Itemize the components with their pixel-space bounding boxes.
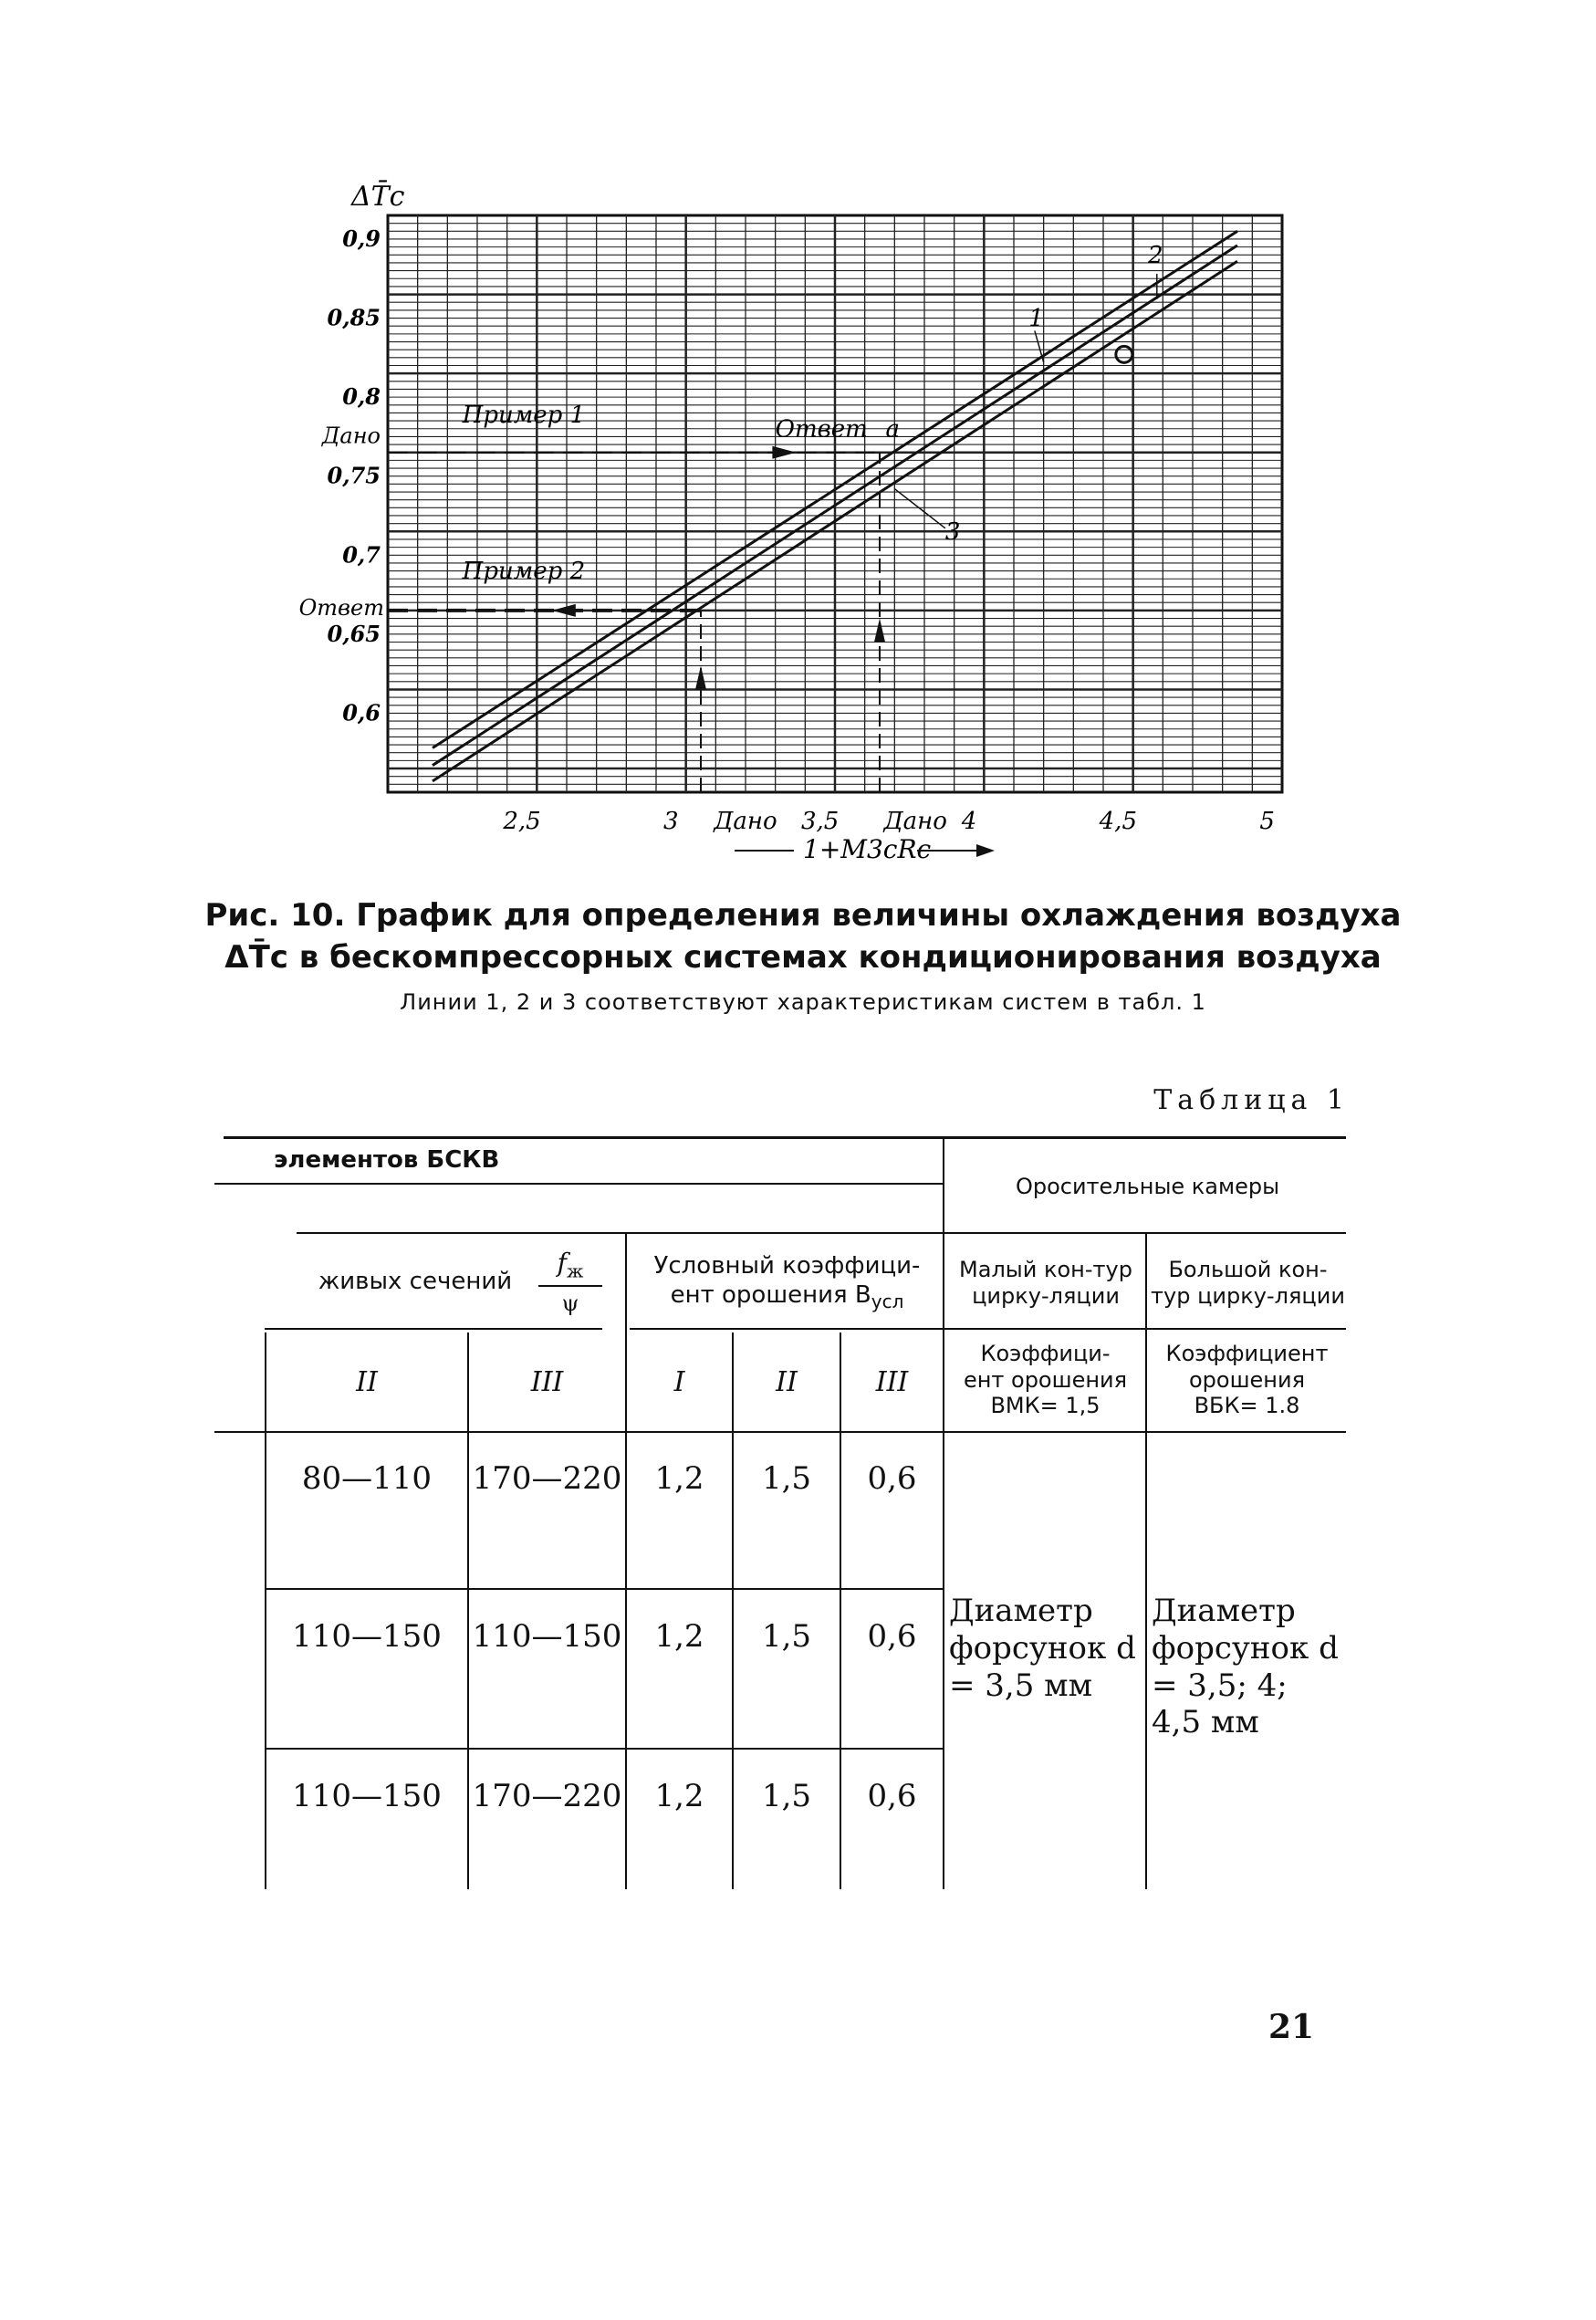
cell-r2-c4: 1,5 <box>761 1617 812 1655</box>
cell-r1-c5: 0,6 <box>867 1459 917 1497</box>
rule-under-elements <box>214 1183 944 1185</box>
rule-row-2 <box>265 1748 944 1750</box>
table-top-rule <box>224 1136 1346 1139</box>
given-x-ex2-label: Дано <box>714 808 777 835</box>
cell-r3-c1: 110—150 <box>292 1777 442 1814</box>
y-tick-label: 0,8 <box>342 383 381 411</box>
series-label-1: 1 <box>1028 305 1044 333</box>
page-number: 21 <box>1268 2008 1315 2046</box>
y-tick-label: 0,7 <box>342 541 381 569</box>
header-live-sections: живых сечений <box>318 1268 513 1296</box>
example2-label: Пример 2 <box>462 558 586 586</box>
series-label-2: 2 <box>1148 241 1163 269</box>
header-coef-big <box>1148 1334 1346 1426</box>
vline-chambers <box>943 1136 944 1889</box>
header-coef <box>630 1246 944 1319</box>
caption-line-1: Рис. 10. График для определения величины охлаждения воздуха <box>204 897 1402 934</box>
example1-right-arrow <box>772 446 796 459</box>
cell-r2-c5: 0,6 <box>867 1617 917 1655</box>
x-tick-label: 3,5 <box>800 808 840 835</box>
chart-annotations <box>299 242 1163 835</box>
x-tick-label: 5 <box>1259 808 1275 835</box>
col-header-I: I <box>673 1366 685 1398</box>
vline-left <box>265 1332 266 1889</box>
rule-under-loops <box>944 1328 1346 1330</box>
cell-r1-c1: 80—110 <box>301 1459 433 1497</box>
rule-mid-left <box>297 1232 944 1234</box>
frac-sub: ж <box>566 1259 584 1282</box>
marker-point <box>1116 346 1132 362</box>
frac-den: ψ <box>561 1291 579 1317</box>
rule-header-bottom <box>214 1431 1346 1433</box>
cell-r1-c3: 1,2 <box>654 1459 704 1497</box>
example1-label: Пример 1 <box>462 401 586 429</box>
cooling-chart <box>0 0 1596 913</box>
series-label-3: 3 <box>944 517 961 546</box>
rule-under-coef <box>630 1328 944 1330</box>
y-axis-label: ΔT̄c <box>351 181 405 213</box>
cell-nozzle-small: Диаметр форсунок d = 3,5 мм <box>949 1593 1136 1704</box>
answer-label: Ответ <box>775 415 868 444</box>
cell-r3-c4: 1,5 <box>761 1777 812 1814</box>
vline-loops <box>1145 1232 1147 1889</box>
cell-r1-c4: 1,5 <box>761 1459 812 1497</box>
vline-coef <box>625 1232 627 1889</box>
given-left-label: Дано <box>321 423 381 449</box>
frac-num: f <box>557 1247 567 1278</box>
coef-line-2: ент орошения B <box>670 1280 871 1309</box>
caption-note: Линии 1, 2 и 3 соответствуют характеристикам систем в табл. 1 <box>400 989 1206 1015</box>
header-fraction <box>529 1241 611 1323</box>
coef-small-1: Коэффици- <box>980 1340 1111 1366</box>
cell-r3-c3: 1,2 <box>654 1777 704 1814</box>
rule-under-sections <box>265 1328 602 1330</box>
x-tick-label: 2,5 <box>503 808 541 835</box>
col-header-II: II <box>356 1366 378 1398</box>
y-tick-label: 0,65 <box>327 620 381 647</box>
coef-line-1: Условный коэффици- <box>653 1252 921 1280</box>
example2-left-arrow <box>552 604 576 617</box>
header-coef-small <box>947 1334 1143 1426</box>
figure-caption <box>183 894 1424 978</box>
rule-row-1 <box>265 1588 944 1590</box>
coef-big-2: орошения <box>1188 1366 1306 1393</box>
point-a-label: a <box>885 415 901 444</box>
x-tick-label: 3 <box>663 808 679 835</box>
cell-r3-c5: 0,6 <box>867 1777 917 1814</box>
y-tick-label: 0,75 <box>327 462 381 489</box>
x-tick-label: 4 <box>961 808 977 835</box>
answer-left-label: Ответ <box>298 595 384 622</box>
vline-I-II <box>732 1332 734 1889</box>
vline-II-III-b <box>840 1332 841 1889</box>
example-guides <box>388 446 885 792</box>
coef-big-1: Коэффициент <box>1165 1340 1329 1366</box>
cell-nozzle-big: Диаметр форсунок d = 3,5; 4; 4,5 мм <box>1152 1593 1339 1741</box>
cell-r2-c3: 1,2 <box>654 1617 704 1655</box>
col-header-III: III <box>530 1366 564 1398</box>
header-big-loop: Большой кон-тур цирку-ляции <box>1151 1256 1345 1309</box>
header-small-loop: Малый кон-тур цирку-ляции <box>959 1256 1132 1309</box>
header-elements: элементов БСКВ <box>274 1146 500 1175</box>
cell-r3-c2: 170—220 <box>472 1777 622 1814</box>
coef-small-2: ент орошения <box>963 1366 1128 1393</box>
cell-r2-c2: 110—150 <box>472 1617 622 1655</box>
coef-small-3: BМК= 1,5 <box>990 1393 1101 1419</box>
coef-sub: усл <box>871 1290 904 1312</box>
y-tick-label: 0,85 <box>327 304 381 331</box>
example2-up-arrow <box>695 665 706 689</box>
cell-r2-c1: 110—150 <box>292 1617 442 1655</box>
header-chambers: Оросительные камеры <box>1015 1173 1280 1199</box>
table-label: Таблица 1 <box>1153 1084 1350 1116</box>
col-header-III-b: III <box>875 1366 909 1398</box>
caption-line-2: ΔT̄с в бескомпрессорных системах кондиционирования воздуха <box>224 939 1382 976</box>
leader-3 <box>894 489 945 528</box>
cell-r1-c2: 170—220 <box>472 1459 622 1497</box>
x-axis-arrowhead <box>976 844 995 857</box>
rule-mid-right <box>944 1232 1346 1234</box>
col-header-II-b: II <box>776 1366 798 1398</box>
x-tick-label: 4,5 <box>1099 808 1138 835</box>
vline-II-III <box>467 1332 469 1889</box>
x-axis-label: 1+M3cRc <box>803 834 932 864</box>
given-x-ex1-label: Дано <box>883 808 947 835</box>
y-tick-label: 0,9 <box>342 225 381 252</box>
coef-big-3: BБК= 1.8 <box>1194 1393 1300 1419</box>
example1-up-arrow <box>874 619 885 643</box>
y-tick-label: 0,6 <box>342 699 381 726</box>
